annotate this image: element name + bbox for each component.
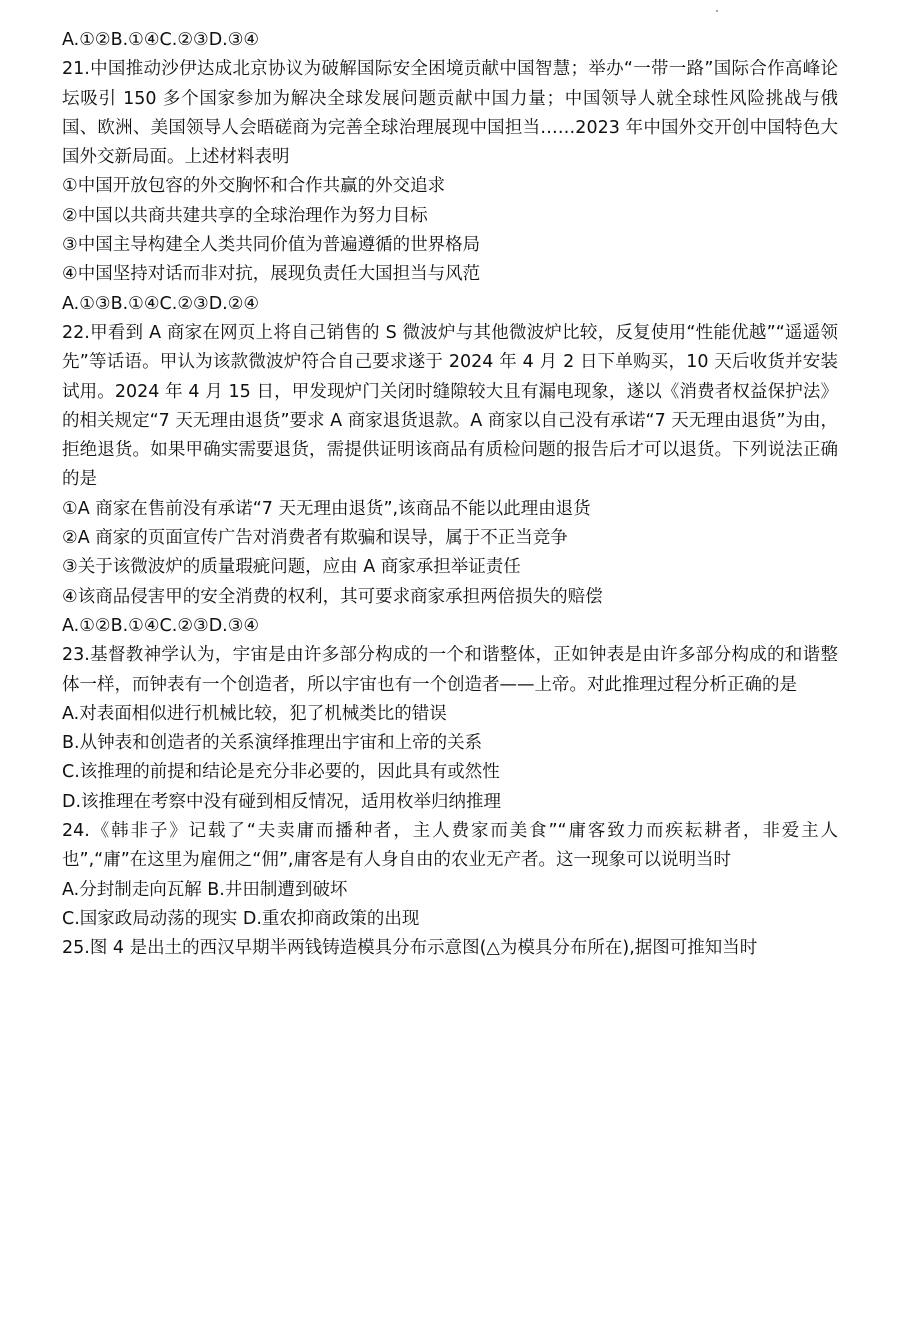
q21-answer-choices: A.①③B.①④C.②③D.②④ bbox=[62, 293, 260, 314]
exam-page bbox=[62, 26, 838, 964]
question-24 bbox=[62, 817, 838, 934]
q21-statement-4: ④中国坚持对话而非对抗，展现负责任大国担当与风范 bbox=[62, 264, 481, 285]
q24-options-cd: C.国家政局动荡的现实 D.重农抑商政策的出现 bbox=[62, 908, 420, 929]
q25-stem: 25.图 4 是出土的西汉早期半两钱铸造模具分布示意图(△为模具分布所在),据图可推知当时 bbox=[62, 938, 758, 959]
question-25 bbox=[62, 934, 838, 963]
q21-statement-3: ③中国主导构建全人类共同价值为普遍遵循的世界格局 bbox=[62, 235, 481, 256]
question-21 bbox=[62, 55, 838, 319]
q21-statement-1: ①中国开放包容的外交胸怀和合作共赢的外交追求 bbox=[62, 176, 446, 197]
question-23 bbox=[62, 641, 838, 817]
q22-statement-3: ③关于该微波炉的质量瑕疵问题，应由 A 商家承担举证责任 bbox=[62, 557, 521, 578]
q22-statement-4: ④该商品侵害甲的安全消费的权利，其可要求商家承担两倍损失的赔偿 bbox=[62, 586, 603, 607]
q24-options-ab: A.分封制走向瓦解 B.井田制遭到破坏 bbox=[62, 879, 348, 900]
q22-answer-choices: A.①②B.①④C.②③D.③④ bbox=[62, 615, 260, 636]
q23-option-b: B.从钟表和创造者的关系演绎推理出宇宙和上帝的关系 bbox=[62, 733, 483, 754]
q23-option-a: A.对表面相似进行机械比较，犯了机械类比的错误 bbox=[62, 703, 447, 724]
question-22 bbox=[62, 319, 838, 641]
q20-answer-choices: A.①②B.①④C.②③D.③④ bbox=[62, 30, 260, 50]
q23-option-d: D.该推理在考察中没有碰到相反情况，适用枚举归纳推理 bbox=[62, 791, 502, 812]
q21-statement-2: ②中国以共商共建共享的全球治理作为努力目标 bbox=[62, 205, 428, 226]
q22-stem: 22.甲看到 A 商家在网页上将自己销售的 S 微波炉与其他微波炉比较，反复使用“性能优越”“遥遥领先”等话语。甲认为该款微波炉符合自己要求遂于 2024 年 4 月 2 日下单购买，10 天后收货并安装试用。2024 年 4 月 15 日，甲发现炉门关闭时缝隙较大且有漏电现象，遂以《消费者权益保护法》的相关规定“7 天无理由退货”要求 A 商家退货退款。A 商家以自己没有承诺“7 天无理由退货”为由，拒绝退货。如果甲确实需要退货，需提供证明该商品有质检问题的报告后才可以退货。下列说法正确的是 bbox=[62, 322, 838, 490]
q23-stem: 23.基督教神学认为，宇宙是由许多部分构成的一个和谐整体，正如钟表是由许多部分构成的和谐整体一样，而钟表有一个创造者，所以宇宙也有一个创造者——上帝。对此推理过程分析正确的是 bbox=[62, 645, 838, 695]
q22-statement-1: ①A 商家在售前没有承诺“7 天无理由退货”,该商品不能以此理由退货 bbox=[62, 498, 591, 519]
q23-option-c: C.该推理的前提和结论是充分非必要的，因此具有或然性 bbox=[62, 762, 500, 783]
q24-stem: 24.《韩非子》记载了“夫卖庸而播种者，主人费家而美食”“庸客致力而疾耘耕者，非爱主人也”,“庸”在这里为雇佣之“佣”,庸客是有人身自由的农业无产者。这一现象可以说明当时 bbox=[62, 821, 838, 871]
q21-stem: 21.中国推动沙伊达成北京协议为破解国际安全困境贡献中国智慧；举办“一带一路”国际合作高峰论坛吸引 150 多个国家参加为解决全球发展问题贡献中国力量；中国领导人就全球性风险挑战与俄国、欧洲、美国领导人会晤磋商为完善全球治理展现中国担当……2023 年中国外交开创中国特色大国外交新局面。上述材料表明 bbox=[62, 59, 838, 168]
q22-statement-2: ②A 商家的页面宣传广告对消费者有欺骗和误导，属于不正当竞争 bbox=[62, 528, 568, 549]
scan-speck bbox=[716, 10, 718, 12]
